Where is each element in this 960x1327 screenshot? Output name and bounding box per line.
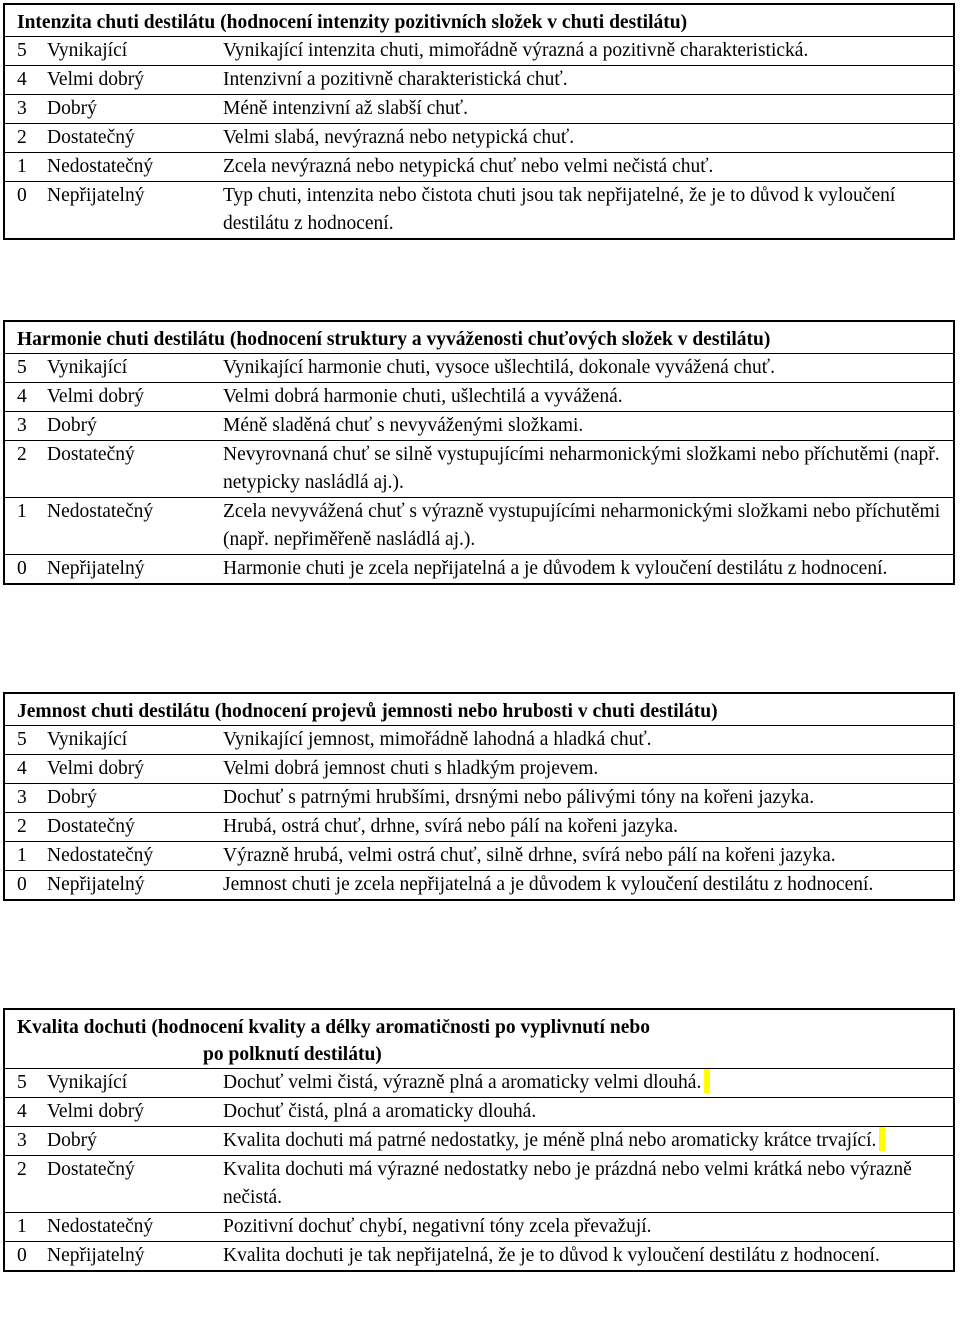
- section-title: Intenzita chuti destilátu (hodnocení intenzity pozitivních složek v chuti destilátu): [5, 5, 953, 37]
- section-harmonie: [3, 320, 955, 585]
- description: Typ chuti, intenzita nebo čistota chuti jsou tak nepřijatelné, že je to důvod k vyloučení destilátu z hodnocení.: [223, 185, 896, 234]
- table-row: [5, 755, 953, 784]
- table-row: [5, 66, 953, 95]
- description: Dochuť s patrnými hrubšími, drsnými nebo pálivými tóny na kořeni jazyka.: [223, 787, 815, 808]
- table-row: [5, 383, 953, 412]
- section-title-line2: po polknutí destilátu): [203, 1044, 382, 1065]
- description: Dochuť čistá, plná a aromaticky dlouhá.: [223, 1101, 537, 1122]
- score: 1: [17, 156, 27, 177]
- highlight-mark: [704, 1069, 710, 1093]
- table-row: [5, 1242, 953, 1270]
- grade: Dobrý: [47, 1130, 97, 1151]
- table-row: [5, 37, 953, 66]
- grade: Nedostatečný: [47, 501, 154, 522]
- table-row: [5, 95, 953, 124]
- description: Velmi dobrá harmonie chuti, ušlechtilá a vyvážená.: [223, 386, 623, 407]
- description: Nevyrovnaná chuť se silně vystupujícími neharmonickými složkami nebo příchutěmi (např. netypicky nasládlá aj.).: [223, 444, 940, 493]
- description: [209, 1127, 953, 1155]
- description: Zcela nevyvážená chuť s výrazně vystupujícími neharmonickými složkami nebo příchutěmi (např. nepřiměřeně nasládlá aj.).: [223, 501, 941, 550]
- score: 5: [17, 1072, 27, 1093]
- table-row: [5, 871, 953, 899]
- description-text: Dochuť velmi čistá, výrazně plná a aromaticky velmi dlouhá.: [223, 1072, 702, 1093]
- grade: Vynikající: [47, 729, 128, 750]
- table-row: [5, 555, 953, 583]
- description: Výrazně hrubá, velmi ostrá chuť, silně drhne, svírá nebo pálí na kořeni jazyka.: [223, 845, 836, 866]
- description: Velmi slabá, nevýrazná nebo netypická chuť.: [223, 127, 575, 148]
- grade: Dostatečný: [47, 1159, 135, 1180]
- section-title-line1: Kvalita dochuti (hodnocení kvality a délky aromatičnosti po vyplivnutí nebo: [17, 1017, 650, 1038]
- section-title: Jemnost chuti destilátu (hodnocení projevů jemnosti nebo hrubosti v chuti destilátu): [5, 694, 953, 726]
- score: 0: [17, 874, 27, 895]
- description: Hrubá, ostrá chuť, drhne, svírá nebo pálí na kořeni jazyka.: [223, 816, 679, 837]
- grade: Velmi dobrý: [47, 69, 144, 90]
- table-row: [5, 412, 953, 441]
- grade: Vynikající: [47, 1072, 128, 1093]
- grade: Nedostatečný: [47, 156, 154, 177]
- score: 4: [17, 758, 27, 779]
- grade: Nepřijatelný: [47, 185, 145, 206]
- grade: Dobrý: [47, 98, 97, 119]
- grade: Nedostatečný: [47, 845, 154, 866]
- description: [209, 1069, 953, 1097]
- score: 0: [17, 1245, 27, 1266]
- description: Jemnost chuti je zcela nepřijatelná a je důvodem k vyloučení destilátu z hodnocení.: [223, 874, 874, 895]
- score: 2: [17, 816, 27, 837]
- score: 1: [17, 845, 27, 866]
- score: 5: [17, 40, 27, 61]
- score: 0: [17, 185, 27, 206]
- table-row: [5, 124, 953, 153]
- description-text: Kvalita dochuti má patrné nedostatky, je méně plná nebo aromaticky krátce trvající.: [223, 1130, 877, 1151]
- table-row: [5, 726, 953, 755]
- score: 5: [17, 357, 27, 378]
- grade: Dostatečný: [47, 444, 135, 465]
- score: 2: [17, 1159, 27, 1180]
- score: 3: [17, 415, 27, 436]
- table-row: [5, 1098, 953, 1127]
- grade: Nepřijatelný: [47, 558, 145, 579]
- section-title: [5, 1010, 953, 1069]
- description: Méně sladěná chuť s nevyváženými složkami.: [223, 415, 584, 436]
- table-row: [5, 1213, 953, 1242]
- grade: Nepřijatelný: [47, 874, 145, 895]
- table-row: [5, 153, 953, 182]
- score: 3: [17, 98, 27, 119]
- score: 1: [17, 1216, 27, 1237]
- score: 4: [17, 1101, 27, 1122]
- grade: Dostatečný: [47, 127, 135, 148]
- grade: Velmi dobrý: [47, 1101, 144, 1122]
- grade: Velmi dobrý: [47, 758, 144, 779]
- highlight-mark: [879, 1127, 885, 1151]
- score: 4: [17, 386, 27, 407]
- score: 1: [17, 501, 27, 522]
- description: Kvalita dochuti má výrazné nedostatky nebo je prázdná nebo velmi krátká nebo výrazně nečistá.: [223, 1159, 912, 1208]
- section-kvalita-dochuti: [3, 1008, 955, 1272]
- description: Kvalita dochuti je tak nepřijatelná, že je to důvod k vyloučení destilátu z hodnocení.: [223, 1245, 880, 1266]
- grade: Velmi dobrý: [47, 386, 144, 407]
- grade: Vynikající: [47, 357, 128, 378]
- description: Méně intenzivní až slabší chuť.: [223, 98, 468, 119]
- table-row: [5, 441, 953, 498]
- score: 0: [17, 558, 27, 579]
- table-row: [5, 354, 953, 383]
- score: 2: [17, 127, 27, 148]
- description: Pozitivní dochuť chybí, negativní tóny zcela převažují.: [223, 1216, 652, 1237]
- table-row: [5, 784, 953, 813]
- description: Zcela nevýrazná nebo netypická chuť nebo velmi nečistá chuť.: [223, 156, 714, 177]
- table-row: [5, 842, 953, 871]
- description: Harmonie chuti je zcela nepřijatelná a je důvodem k vyloučení destilátu z hodnocení.: [223, 558, 888, 579]
- section-jemnost: [3, 692, 955, 901]
- table-row: [5, 1069, 953, 1098]
- table-row: [5, 498, 953, 555]
- score: 5: [17, 729, 27, 750]
- score: 3: [17, 1130, 27, 1151]
- score: 3: [17, 787, 27, 808]
- grade: Nepřijatelný: [47, 1245, 145, 1266]
- table-row: [5, 182, 953, 238]
- grade: Nedostatečný: [47, 1216, 154, 1237]
- section-title: Harmonie chuti destilátu (hodnocení struktury a vyváženosti chuťových složek v destilátu): [5, 322, 953, 354]
- score: 2: [17, 444, 27, 465]
- section-intenzita: [3, 3, 955, 240]
- description: Vynikající harmonie chuti, vysoce ušlechtilá, dokonale vyvážená chuť.: [223, 357, 775, 378]
- description: Vynikající intenzita chuti, mimořádně výrazná a pozitivně charakteristická.: [223, 40, 809, 61]
- grade: Dostatečný: [47, 816, 135, 837]
- grade: Dobrý: [47, 415, 97, 436]
- description: Intenzivní a pozitivně charakteristická chuť.: [223, 69, 568, 90]
- table-row: [5, 813, 953, 842]
- grade: Dobrý: [47, 787, 97, 808]
- score: 4: [17, 69, 27, 90]
- description: Vynikající jemnost, mimořádně lahodná a hladká chuť.: [223, 729, 652, 750]
- grade: Vynikající: [47, 40, 128, 61]
- table-row: [5, 1156, 953, 1213]
- description: Velmi dobrá jemnost chuti s hladkým projevem.: [223, 758, 599, 779]
- table-row: [5, 1127, 953, 1156]
